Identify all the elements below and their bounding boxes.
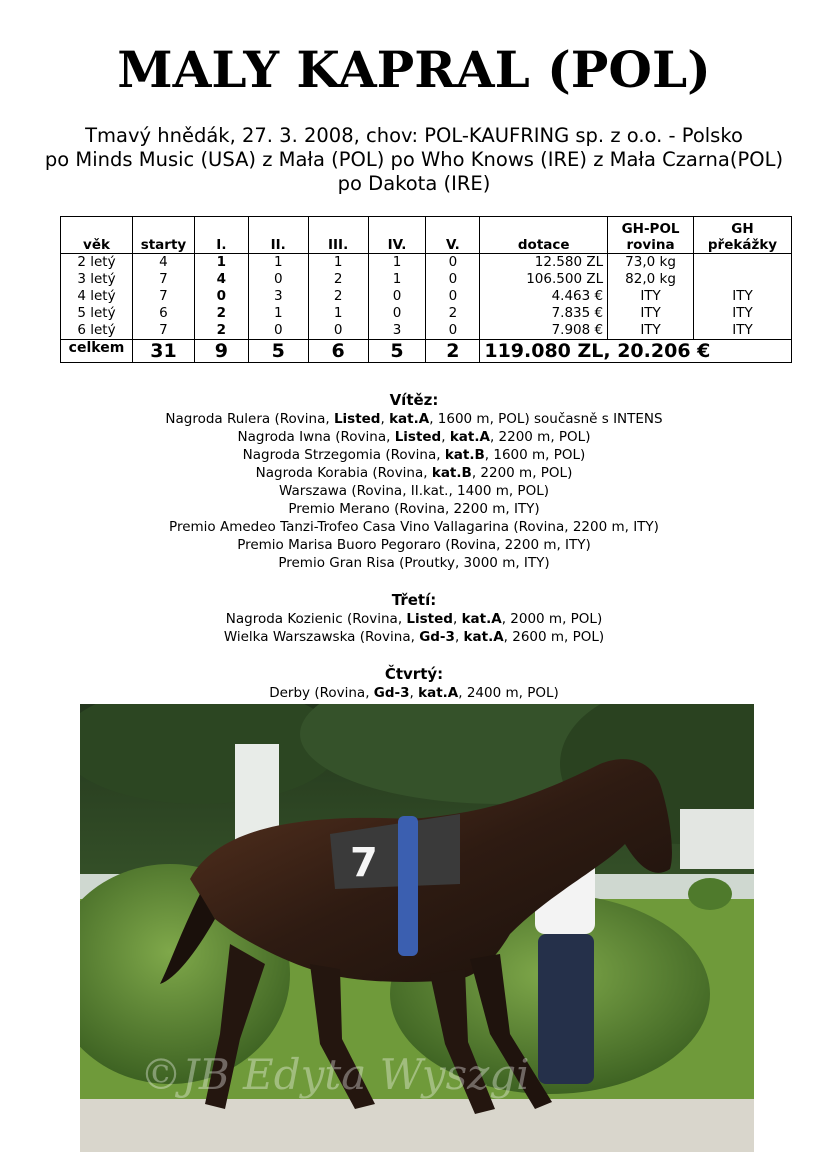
result-grade: kat.B bbox=[444, 447, 485, 463]
cell-ghpol: 82,0 kg bbox=[608, 271, 694, 288]
horse-details: Tmavý hnědák, 27. 3. 2008, chov: POL-KAUFRING sp. z o.o. - Polsko bbox=[85, 124, 743, 147]
saddle-number: 7 bbox=[350, 840, 378, 886]
result-grade: kat.A bbox=[463, 629, 504, 645]
cell-p5: 0 bbox=[426, 271, 480, 288]
path bbox=[80, 1099, 754, 1152]
result-text: , 1600 m, POL) bbox=[484, 447, 586, 463]
horse-photo bbox=[80, 704, 754, 1152]
cell-p4: 1 bbox=[368, 254, 426, 272]
result-text: , bbox=[409, 685, 419, 701]
cell-p2: 0 bbox=[248, 271, 308, 288]
pedigree-line: po Minds Music (USA) z Mała (POL) po Who Knows (IRE) z Mała Czarna(POL) bbox=[44, 148, 784, 171]
cell-p5: 0 bbox=[426, 254, 480, 272]
result-line bbox=[0, 518, 828, 536]
result-text: Nagroda Strzegomia (Rovina, bbox=[242, 447, 445, 463]
col-fifth: V. bbox=[426, 217, 480, 254]
cell-gh: ITY bbox=[694, 322, 792, 340]
result-text: , bbox=[452, 611, 462, 627]
cell-p1: 1 bbox=[194, 254, 248, 272]
result-line bbox=[0, 536, 828, 554]
result-text: Premio Amedeo Tanzi-Trofeo Casa Vino Vallagarina (Rovina, 2200 m, ITY) bbox=[169, 519, 659, 535]
result-text: , 2000 m, POL) bbox=[501, 611, 603, 627]
table-row bbox=[61, 322, 792, 340]
cell-p2: 1 bbox=[248, 305, 308, 322]
result-line bbox=[0, 446, 828, 464]
cell-p5: 0 bbox=[426, 322, 480, 340]
cell-p1: 0 bbox=[194, 288, 248, 305]
result-text: Derby (Rovina, bbox=[269, 685, 374, 701]
result-text: Premio Gran Risa (Proutky, 3000 m, ITY) bbox=[278, 555, 550, 571]
result-text: Wielka Warszawska (Rovina, bbox=[223, 629, 420, 645]
col-starts: starty bbox=[132, 217, 194, 254]
total-p5: 2 bbox=[426, 340, 480, 363]
result-text: Premio Merano (Rovina, 2200 m, ITY) bbox=[288, 501, 540, 517]
table-total-row bbox=[61, 340, 792, 363]
pedigree-line-2: po Dakota (IRE) bbox=[337, 172, 491, 195]
cell-age: 3 letý bbox=[61, 271, 133, 288]
result-grade: Listed bbox=[333, 411, 381, 427]
result-line bbox=[0, 628, 828, 646]
cell-starts: 7 bbox=[132, 288, 194, 305]
result-text: , 2200 m, POL) bbox=[489, 429, 591, 445]
cell-p5: 2 bbox=[426, 305, 480, 322]
total-label: celkem bbox=[61, 340, 133, 363]
cell-prize: 4.463 € bbox=[480, 288, 608, 305]
result-grade: Listed bbox=[406, 611, 453, 627]
cell-ghpol: ITY bbox=[608, 322, 694, 340]
result-text: , 2600 m, POL) bbox=[503, 629, 605, 645]
result-text: Nagroda Iwna (Rovina, bbox=[237, 429, 395, 445]
section-heading-winner: Vítěz: bbox=[389, 391, 439, 409]
col-second: II. bbox=[248, 217, 308, 254]
result-line bbox=[0, 410, 828, 428]
cell-p1: 2 bbox=[194, 322, 248, 340]
total-p1: 9 bbox=[194, 340, 248, 363]
result-text: , 1600 m, POL) současně s INTENS bbox=[429, 411, 663, 427]
total-p2: 5 bbox=[248, 340, 308, 363]
small-bush bbox=[688, 878, 732, 910]
results-list bbox=[0, 390, 828, 702]
result-text: Warszawa (Rovina, II.kat., 1400 m, POL) bbox=[279, 483, 549, 499]
table-row bbox=[61, 271, 792, 288]
result-grade: kat.A bbox=[449, 429, 490, 445]
cell-prize: 12.580 ZL bbox=[480, 254, 608, 272]
cell-age: 6 letý bbox=[61, 322, 133, 340]
horse-photo-svg bbox=[80, 704, 754, 1152]
cell-starts: 6 bbox=[132, 305, 194, 322]
cell-gh bbox=[694, 254, 792, 272]
cell-p5: 0 bbox=[426, 288, 480, 305]
result-line bbox=[0, 482, 828, 500]
result-line bbox=[0, 684, 828, 702]
race-record-table bbox=[60, 216, 792, 363]
total-starts: 31 bbox=[132, 340, 194, 363]
cell-p3: 2 bbox=[308, 288, 368, 305]
cell-age: 2 letý bbox=[61, 254, 133, 272]
result-text: , 2200 m, POL) bbox=[471, 465, 573, 481]
col-gh: GH překážky bbox=[694, 217, 792, 254]
cell-gh: ITY bbox=[694, 288, 792, 305]
result-grade: Listed bbox=[394, 429, 442, 445]
cell-p3: 1 bbox=[308, 254, 368, 272]
result-grade: kat.B bbox=[431, 465, 472, 481]
col-first: I. bbox=[194, 217, 248, 254]
result-line bbox=[0, 554, 828, 572]
table-header-row bbox=[61, 217, 792, 254]
section-heading-fourth: Čtvrtý: bbox=[384, 665, 444, 683]
total-prize: 119.080 ZL, 20.206 € bbox=[480, 340, 792, 363]
cell-starts: 7 bbox=[132, 271, 194, 288]
col-gh-pol: GH-POL rovina bbox=[608, 217, 694, 254]
cell-age: 5 letý bbox=[61, 305, 133, 322]
page-title: MALY KAPRAL (POL) bbox=[117, 40, 711, 99]
result-grade: Gd-3 bbox=[373, 685, 410, 701]
cell-prize: 7.835 € bbox=[480, 305, 608, 322]
cell-p2: 1 bbox=[248, 254, 308, 272]
cell-prize: 106.500 ZL bbox=[480, 271, 608, 288]
result-text: Nagroda Korabia (Rovina, bbox=[255, 465, 432, 481]
cell-p2: 0 bbox=[248, 322, 308, 340]
cell-p4: 0 bbox=[368, 305, 426, 322]
result-text: , bbox=[454, 629, 464, 645]
cell-p1: 2 bbox=[194, 305, 248, 322]
col-fourth: IV. bbox=[368, 217, 426, 254]
result-grade: kat.A bbox=[461, 611, 502, 627]
cell-starts: 4 bbox=[132, 254, 194, 272]
watermark: ©JB Edyta Wyszgi bbox=[140, 1050, 530, 1099]
result-text: Nagroda Rulera (Rovina, bbox=[165, 411, 334, 427]
total-p3: 6 bbox=[308, 340, 368, 363]
result-grade: kat.A bbox=[418, 685, 459, 701]
cell-ghpol: ITY bbox=[608, 305, 694, 322]
cell-ghpol: ITY bbox=[608, 288, 694, 305]
result-text: , 2400 m, POL) bbox=[458, 685, 559, 701]
col-third: III. bbox=[308, 217, 368, 254]
result-line bbox=[0, 500, 828, 518]
cell-p3: 0 bbox=[308, 322, 368, 340]
result-line bbox=[0, 464, 828, 482]
cell-p1: 4 bbox=[194, 271, 248, 288]
cell-starts: 7 bbox=[132, 322, 194, 340]
result-text: Nagroda Kozienic (Rovina, bbox=[225, 611, 407, 627]
building bbox=[680, 809, 754, 869]
result-text: Premio Marisa Buoro Pegoraro (Rovina, 2200 m, ITY) bbox=[237, 537, 591, 553]
girth-strap bbox=[398, 816, 418, 956]
cell-gh bbox=[694, 271, 792, 288]
cell-age: 4 letý bbox=[61, 288, 133, 305]
cell-p3: 1 bbox=[308, 305, 368, 322]
cell-p3: 2 bbox=[308, 271, 368, 288]
result-line bbox=[0, 428, 828, 446]
result-text: , bbox=[380, 411, 390, 427]
section-heading-third: Třetí: bbox=[391, 591, 437, 609]
cell-ghpol: 73,0 kg bbox=[608, 254, 694, 272]
table-row bbox=[61, 305, 792, 322]
cell-p2: 3 bbox=[248, 288, 308, 305]
result-line bbox=[0, 610, 828, 628]
table-row bbox=[61, 288, 792, 305]
result-grade: Gd-3 bbox=[419, 629, 455, 645]
cell-p4: 1 bbox=[368, 271, 426, 288]
cell-gh: ITY bbox=[694, 305, 792, 322]
col-prize: dotace bbox=[480, 217, 608, 254]
result-grade: kat.A bbox=[389, 411, 430, 427]
col-age: věk bbox=[61, 217, 133, 254]
cell-prize: 7.908 € bbox=[480, 322, 608, 340]
table-row bbox=[61, 254, 792, 272]
cell-p4: 0 bbox=[368, 288, 426, 305]
total-p4: 5 bbox=[368, 340, 426, 363]
cell-p4: 3 bbox=[368, 322, 426, 340]
result-text: , bbox=[441, 429, 450, 445]
